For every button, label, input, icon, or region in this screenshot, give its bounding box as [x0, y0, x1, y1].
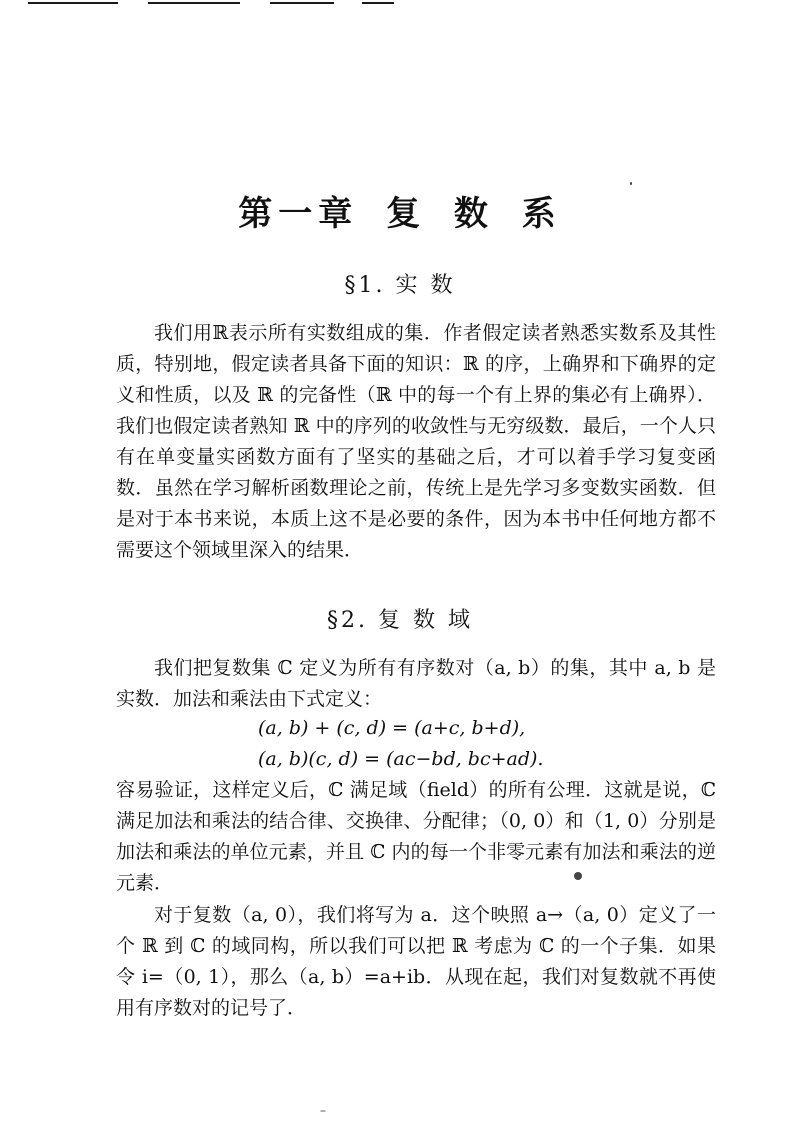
chapter-title: 第一章 复 数 系 [238, 194, 562, 234]
ink-speck [574, 872, 582, 880]
section-2-heading: §2. 复 数 域 [327, 608, 473, 633]
top-edge-rules [0, 0, 800, 6]
ink-speck [630, 182, 632, 185]
addition-formula: (a, b) + (c, d) = (a+c, b+d), [258, 717, 526, 739]
section-2-intro-paragraph: 我们把复数集 ℂ 定义为所有有序数对（a, b）的集，其中 a, b 是实数．加法和乘法由下式定义： [116, 657, 716, 710]
top-rule [148, 2, 240, 4]
section-1-paragraph: 我们用ℝ表示所有实数组成的集．作者假定读者熟悉实数系及其性质，特别地，假定读者具备下面的知识：ℝ 的序，上确界和下确界的定义和性质，以及 ℝ 的完备性（ℝ 中的每一个有上界的集必有上确界）．我们也假定读者熟知 ℝ 中的序列的收敛性与无穷级数．最后，一个人只有在单变量实函数方面有了坚实的基础之后，才可以着手学习复变函数．虽然在学习解析函数理论之前，传统上是先学习多变数实函数．但是对于本书来说，本质上这不是必要的条件，因为本书中任何地方都不需要这个领域里深入的结果． [116, 322, 716, 561]
top-rule [28, 2, 118, 4]
field-axioms-paragraph: 容易验证，这样定义后，ℂ 满足域（field）的所有公理．这就是说，ℂ 满足加法和乘法的结合律、交换律、分配律；（0, 0）和（1, 0）分别是加法和乘法的单位元素，并且 ℂ 内的每一个非零元素有加法和乘法的逆元素． [116, 779, 716, 894]
section-1-heading: §1. 实 数 [344, 273, 456, 298]
notation-paragraph: 对于复数（a, 0），我们将写为 a．这个映照 a→（a, 0）定义了一个 ℝ 到 ℂ 的域同构，所以我们可以把 ℝ 考虑为 ℂ 的一个子集．如果令 i=（0, 1），那么（a, b）=a+ib．从现在起，我们对复数就不再使用有序数对的记号了． [116, 904, 716, 1019]
top-rule [270, 2, 334, 4]
top-rule [362, 2, 394, 4]
multiplication-formula: (a, b)(c, d) = (ac−bd, bc+ad). [258, 748, 544, 770]
ink-speck [320, 1110, 326, 1112]
